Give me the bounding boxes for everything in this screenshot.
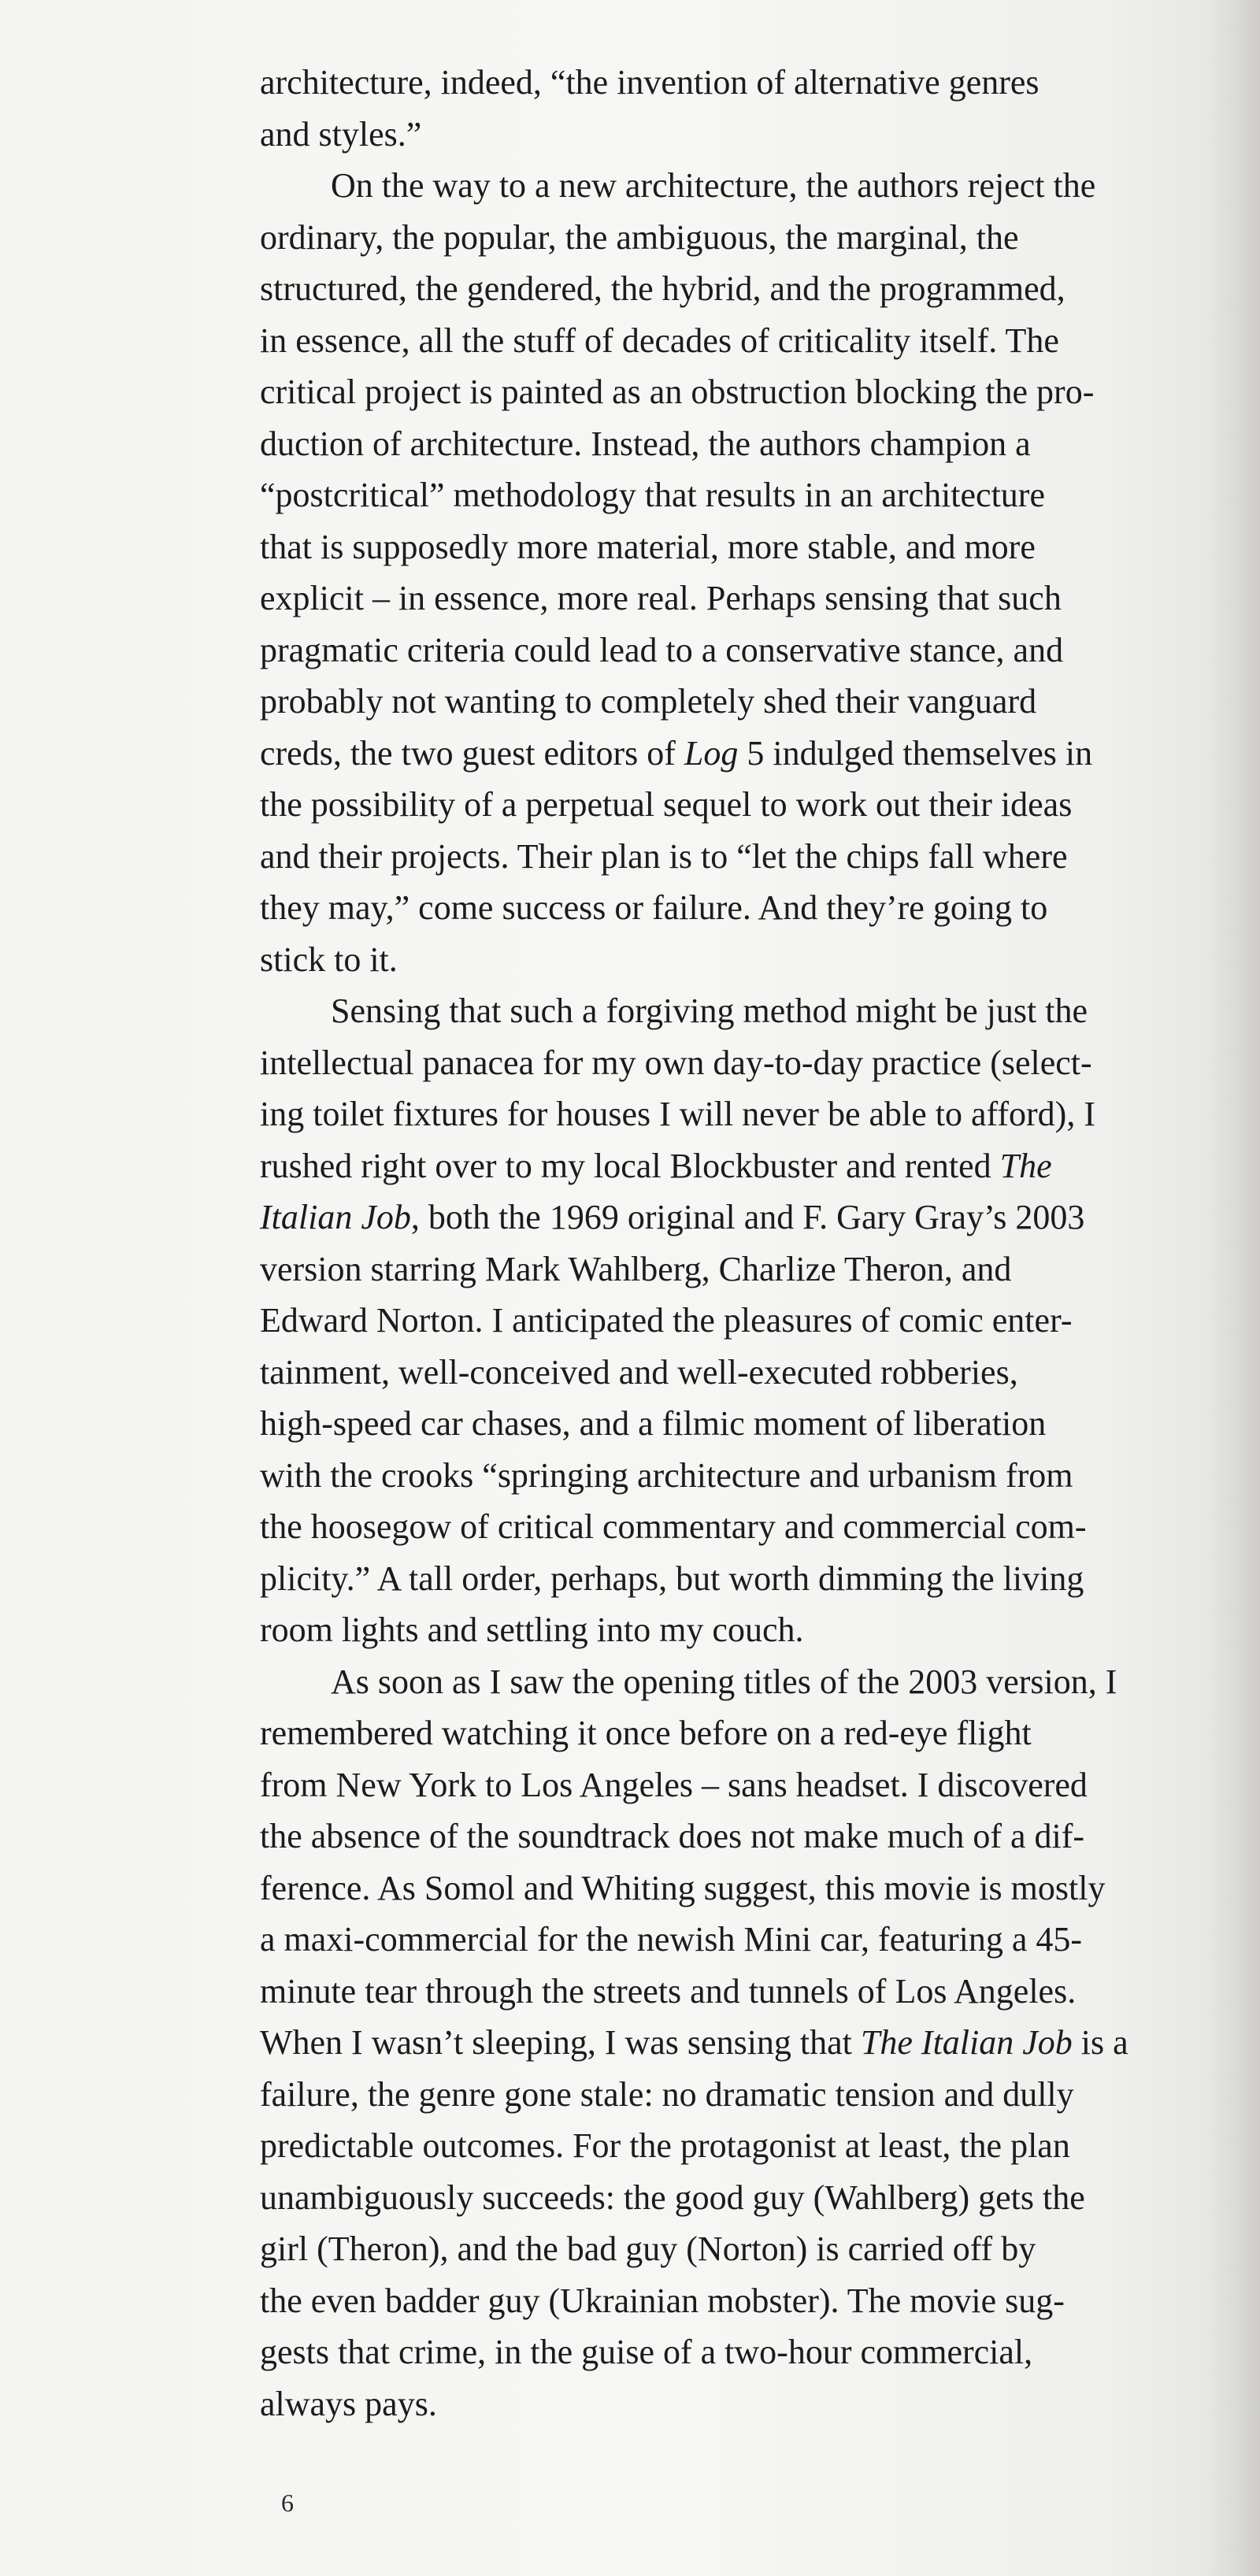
text-segment: with the crooks “springing architecture and urbanism from — [260, 1455, 1073, 1495]
text-segment: and their projects. Their plan is to “let the chips fall where — [260, 836, 1068, 876]
paragraph-first-line — [260, 1656, 1221, 1708]
body-text — [260, 57, 1221, 2430]
text-line — [260, 2223, 1221, 2275]
text-segment: ference. As Somol and Whiting suggest, this movie is mostly — [260, 1868, 1106, 1907]
text-segment: probably not wanting to completely shed their vanguard — [260, 682, 1037, 721]
text-line — [260, 728, 1221, 780]
text-line — [260, 57, 1221, 109]
text-segment: ordinary, the popular, the ambiguous, the marginal, the — [260, 217, 1019, 257]
text-segment: is a — [1072, 2023, 1128, 2062]
text-segment: On the way to a new architecture, the authors reject the — [331, 166, 1096, 205]
text-segment: the hoosegow of critical commentary and commercial com- — [260, 1507, 1087, 1546]
text-line — [260, 1295, 1221, 1347]
text-segment: explicit – in essence, more real. Perhaps sensing that such — [260, 579, 1062, 617]
text-line — [260, 1244, 1221, 1295]
text-segment: plicity.” A tall order, perhaps, but worth dimming the living — [260, 1559, 1084, 1598]
text-line — [260, 1914, 1221, 1966]
text-segment: architecture, indeed, “the invention of alternative genres — [260, 63, 1040, 102]
text-line — [260, 1604, 1221, 1656]
text-line — [260, 625, 1221, 676]
page-number: 6 — [281, 2489, 294, 2517]
text-line — [260, 418, 1221, 470]
text-segment: intellectual panacea for my own day-to-day practice (select- — [260, 1043, 1092, 1082]
text-segment: the even badder guy (Ukrainian mobster). The movie sug- — [260, 2281, 1065, 2320]
text-segment: 5 indulged themselves in — [738, 733, 1093, 773]
text-segment: girl (Theron), and the bad guy (Norton) is carried off by — [260, 2229, 1036, 2268]
text-line — [260, 366, 1221, 418]
text-segment: the possibility of a perpetual sequel to work out their ideas — [260, 785, 1073, 824]
text-segment: they may,” come success or failure. And they’re going to — [260, 888, 1048, 927]
text-segment: predictable outcomes. For the protagonist at least, the plan — [260, 2126, 1070, 2165]
text-line — [260, 1707, 1221, 1759]
text-segment: Edward Norton. I anticipated the pleasures of comic enter- — [260, 1301, 1073, 1340]
text-segment: remembered watching it once before on a red-eye flight — [260, 1714, 1032, 1752]
text-segment: duction of architecture. Instead, the authors champion a — [260, 424, 1031, 463]
text-line — [260, 1553, 1221, 1605]
text-segment: a maxi-commercial for the newish Mini car, featuring a 45- — [260, 1920, 1083, 1959]
text-line — [260, 1863, 1221, 1914]
text-segment: unambiguously succeeds: the good guy (Wahlberg) gets the — [260, 2178, 1085, 2217]
text-line — [260, 2069, 1221, 2121]
text-line — [260, 2017, 1221, 2069]
text-line — [260, 831, 1221, 883]
text-segment: , both the 1969 original and F. Gary Gray’s 2003 — [410, 1198, 1085, 1236]
text-segment: rushed right over to my local Blockbuster and rented — [260, 1146, 1000, 1185]
text-segment: When I wasn’t sleeping, I was sensing that — [260, 2023, 861, 2062]
text-line — [260, 1759, 1221, 1811]
text-line — [260, 676, 1221, 728]
text-line — [260, 2172, 1221, 2224]
text-line — [260, 1811, 1221, 1863]
text-line — [260, 2120, 1221, 2172]
paragraph-first-line — [260, 160, 1221, 212]
text-segment: creds, the two guest editors of — [260, 733, 684, 773]
text-segment: critical project is painted as an obstruction blocking the pro- — [260, 373, 1095, 411]
text-segment: version starring Mark Wahlberg, Charlize Theron, and — [260, 1249, 1012, 1288]
text-line — [260, 315, 1221, 367]
text-line — [260, 779, 1221, 831]
text-segment: “postcritical” methodology that results in an architecture — [260, 476, 1045, 514]
text-line — [260, 1450, 1221, 1502]
text-segment: tainment, well-conceived and well-executed robberies, — [260, 1352, 1018, 1392]
text-segment: structured, the gendered, the hybrid, and the programmed, — [260, 269, 1065, 308]
text-line — [260, 469, 1221, 521]
text-segment: stick to it. — [260, 940, 398, 979]
italic-title-text: Italian Job — [260, 1198, 411, 1236]
paragraph-first-line — [260, 985, 1221, 1037]
italic-title-text: The Italian Job — [860, 2023, 1073, 2062]
text-segment: in essence, all the stuff of decades of criticality itself. The — [260, 321, 1059, 360]
text-segment: Sensing that such a forgiving method might be just the — [331, 991, 1088, 1030]
text-segment: the absence of the soundtrack does not make much of a dif- — [260, 1817, 1085, 1855]
text-segment: that is supposedly more material, more stable, and more — [260, 527, 1036, 566]
italic-title-text: The — [999, 1146, 1052, 1185]
text-line — [260, 521, 1221, 573]
text-line — [260, 573, 1221, 625]
text-segment: and styles.” — [260, 114, 422, 154]
text-segment: minute tear through the streets and tunnels of Los Angeles. — [260, 1971, 1077, 2011]
text-line — [260, 1966, 1221, 2018]
text-segment: room lights and settling into my couch. — [260, 1610, 804, 1649]
text-segment: pragmatic criteria could lead to a conservative stance, and — [260, 630, 1064, 669]
text-segment: gests that crime, in the guise of a two-hour commercial, — [260, 2333, 1033, 2371]
text-line — [260, 1501, 1221, 1553]
text-line — [260, 1140, 1221, 1192]
text-line — [260, 934, 1221, 986]
text-segment: always pays. — [260, 2384, 437, 2423]
text-segment: failure, the genre gone stale: no dramatic tension and dully — [260, 2074, 1074, 2114]
text-line — [260, 109, 1221, 161]
text-segment: As soon as I saw the opening titles of the 2003 version, I — [331, 1662, 1117, 1701]
text-segment: from New York to Los Angeles – sans headset. I discovered — [260, 1765, 1088, 1804]
italic-title-text: Log — [684, 733, 739, 773]
text-line — [260, 2275, 1221, 2327]
text-line — [260, 1398, 1221, 1450]
text-line — [260, 1347, 1221, 1399]
text-line — [260, 1088, 1221, 1140]
text-segment: high-speed car chases, and a filmic moment of liberation — [260, 1404, 1047, 1443]
text-line — [260, 1192, 1221, 1244]
text-line — [260, 882, 1221, 934]
text-line — [260, 1037, 1221, 1089]
text-line — [260, 2326, 1221, 2378]
text-line — [260, 263, 1221, 315]
text-line — [260, 2378, 1221, 2430]
text-line — [260, 212, 1221, 264]
text-segment: ing toilet fixtures for houses I will never be able to afford), I — [260, 1095, 1095, 1133]
